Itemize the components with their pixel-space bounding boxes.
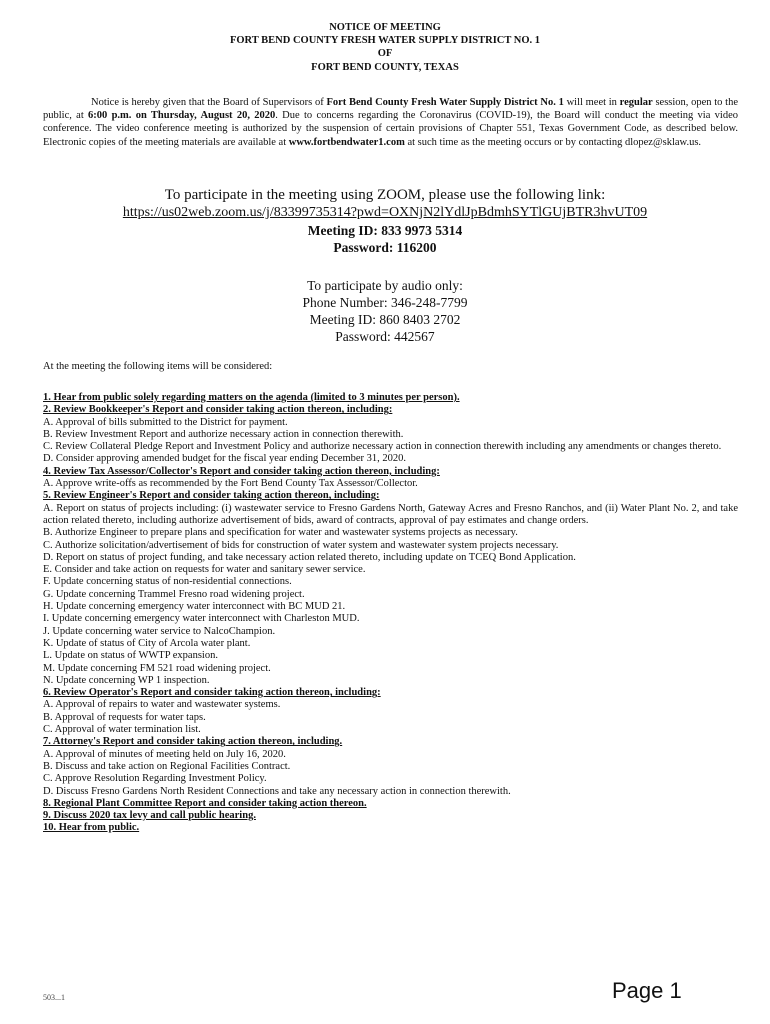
- county-name: FORT BEND COUNTY, TEXAS: [311, 62, 459, 73]
- agenda-item: A. Approve write-offs as recommended by the Fort Bend County Tax Assessor/Collector.: [43, 478, 418, 490]
- agenda-item: E. Consider and take action on requests for water and sanitary sewer service.: [43, 564, 366, 576]
- agenda-section-heading: 1. Hear from public solely regarding matters on the agenda (limited to 3 minutes per person).: [43, 392, 460, 403]
- agenda-item: A. Approval of repairs to water and wastewater systems.: [43, 699, 281, 711]
- agenda-item: B. Discuss and take action on Regional Facilities Contract.: [43, 760, 291, 772]
- agenda-item: I. Update concerning emergency water interconnect with Charleston MUD.: [43, 613, 360, 625]
- agenda-item: N. Update concerning WP 1 inspection.: [43, 674, 210, 686]
- agenda-section-heading: 2. Review Bookkeeper's Report and consider taking action thereon, including:: [43, 404, 393, 416]
- intro-paragraph: [43, 96, 738, 149]
- intro-district-bold: Fort Bend County Fresh Water Supply District No. 1: [326, 97, 564, 108]
- agenda-item: C. Review Collateral Pledge Report and Investment Policy and authorize necessary action in connection therewith including any amendments or changes thereto.: [43, 441, 722, 453]
- intro-text-5: at such time as the meeting occurs or by contacting dlopez@sklaw.us.: [404, 136, 702, 148]
- intro-text-4: . Due to concerns regarding the Coronavirus (COVID-19), the Board will conduct the meeting via video conference. The video conference meeting is authorized by the suspension of certain provisions of Chapter 551, Texas Government Code, as described below. Electronic copies of the meeting materials are available at: [43, 110, 738, 148]
- agenda-item: B. Authorize Engineer to prepare plans and specification for water and wastewater systems projects as necessary.: [43, 527, 518, 539]
- agenda-item: D. Discuss Fresno Gardens North Resident Connections and take any necessary action in connection therewith.: [43, 785, 511, 797]
- considered-intro: At the meeting the following items will be considered:: [43, 361, 273, 372]
- agenda-item: J. Update concerning water service to NalcoChampion.: [43, 625, 276, 637]
- audio-meeting-id: Meeting ID: 860 8403 2702: [309, 312, 461, 327]
- zoom-link[interactable]: https://us02web.zoom.us/j/83399735314?pwd=OXNjN2lYdlJpBdmhSYTlGUjBTR3hvUT09: [122, 205, 648, 220]
- intro-text-1: Notice is hereby given that the Board of Supervisors of: [91, 97, 327, 108]
- agenda-item: A. Report on status of projects including: (i) wastewater service to Fresno Gardens North, Gateway Acres and Fresno Ranchos, and (ii) Water Plant No. 2, and take action related thereto, including authorize advertisement of bids, award of contracts, approval of pay estimates and change orders.: [43, 502, 738, 526]
- agenda-item: A. Approval of minutes of meeting held on July 16, 2020.: [43, 748, 286, 760]
- zoom-password: Password: 116200: [333, 240, 437, 255]
- district-name: FORT BEND COUNTY FRESH WATER SUPPLY DISTRICT NO. 1: [229, 35, 541, 46]
- agenda-item: G. Update concerning Trammel Fresno road widening project.: [43, 588, 305, 600]
- agenda-section-heading: 10. Hear from public.: [43, 822, 140, 834]
- agenda-list: [43, 392, 738, 835]
- agenda-item: B. Approval of requests for water taps.: [43, 711, 206, 723]
- agenda-section-heading: 8. Regional Plant Committee Report and consider taking action thereon.: [43, 797, 367, 809]
- agenda-section-heading: 4. Review Tax Assessor/Collector's Report and consider taking action thereon, including:: [43, 465, 440, 477]
- agenda-item: M. Update concerning FM 521 road widening project.: [43, 662, 271, 674]
- notice-title: NOTICE OF MEETING: [329, 22, 441, 33]
- agenda-item: C. Approve Resolution Regarding Investment Policy.: [43, 773, 267, 785]
- agenda-section-heading: 6. Review Operator's Report and consider taking action thereon, including:: [43, 687, 381, 699]
- page-number: Page 1: [612, 978, 682, 1003]
- agenda-item: A. Approval of bills submitted to the District for payment.: [43, 416, 288, 428]
- agenda-section-heading: 5. Review Engineer's Report and consider taking action thereon, including:: [43, 490, 380, 502]
- agenda-item: B. Review Investment Report and authorize necessary action in connection therewith.: [43, 428, 404, 440]
- audio-phone: Phone Number: 346-248-7799: [302, 295, 468, 310]
- agenda-section-heading: 9. Discuss 2020 tax levy and call public hearing.: [43, 810, 256, 822]
- agenda-item: C. Approval of water termination list.: [43, 724, 201, 736]
- agenda-item: F. Update concerning status of non-residential connections.: [43, 576, 292, 588]
- agenda-item: L. Update on status of WWTP expansion.: [43, 650, 218, 662]
- intro-text-3: session, open to the public, at: [43, 97, 738, 122]
- intro-text-2: will meet in: [563, 97, 620, 108]
- zoom-meeting-id: Meeting ID: 833 9973 5314: [307, 223, 463, 238]
- agenda-item: K. Update of status of City of Arcola water plant.: [43, 637, 251, 649]
- intro-datetime-bold: 6:00 p.m. on Thursday, August 20, 2020: [88, 110, 276, 122]
- zoom-instruction: To participate in the meeting using ZOOM, please use the following link:: [164, 187, 606, 203]
- audio-instruction: To participate by audio only:: [307, 278, 463, 293]
- agenda-item: H. Update concerning emergency water interconnect with BC MUD 21.: [43, 601, 346, 613]
- footer-doc-number: 503...1: [43, 993, 65, 1002]
- header-of: OF: [377, 48, 393, 59]
- agenda-item: C. Authorize solicitation/advertisement of bids for construction of water system and wastewater system projects necessary.: [43, 539, 559, 551]
- intro-regular-bold: regular: [619, 97, 653, 108]
- intro-website-bold: www.fortbendwater1.com: [288, 136, 405, 148]
- agenda-section-heading: 7. Attorney's Report and consider taking action thereon, including.: [43, 736, 343, 748]
- agenda-item: D. Report on status of project funding, and take necessary action related thereto, including update on TCEQ Bond Application.: [43, 551, 576, 563]
- audio-password: Password: 442567: [335, 329, 435, 344]
- agenda-item: D. Consider approving amended budget for the fiscal year ending December 31, 2020.: [43, 453, 407, 465]
